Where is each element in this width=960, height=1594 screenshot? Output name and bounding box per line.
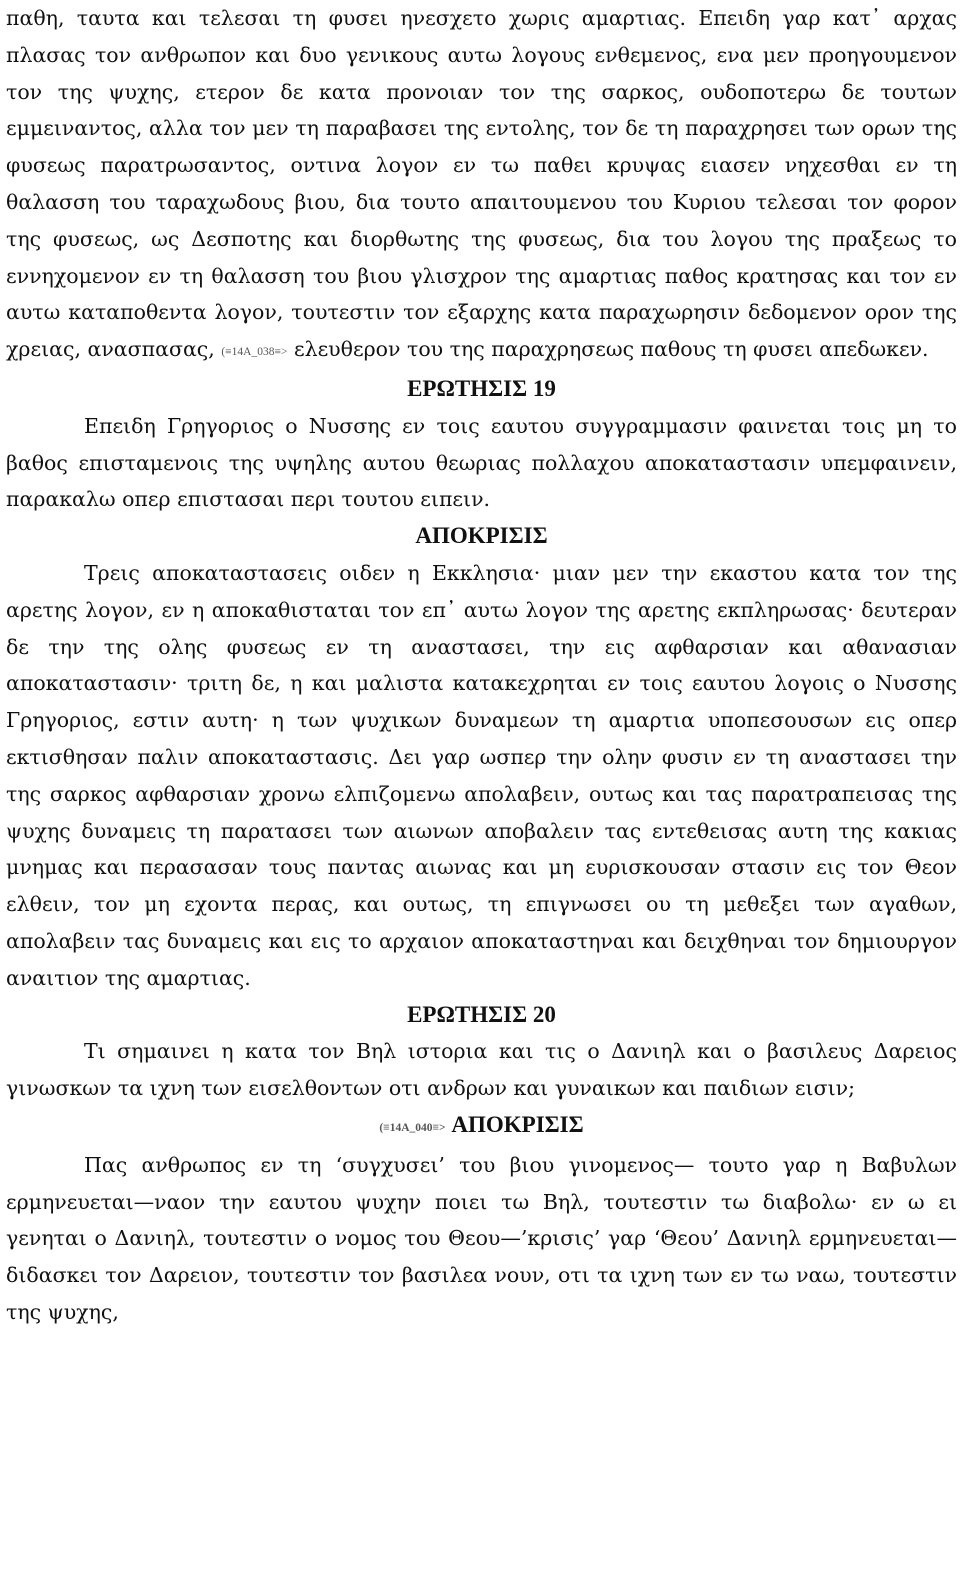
section-heading-answer-20 [6,1107,957,1147]
section-heading-question-19: ΕΡΩΤΗΣΙΣ 19 [407,375,556,401]
document-page [6,0,957,1331]
answer-paragraph: Πας ανθρωπος εν τη ‘συγχυσει’ του βιου γινομενος— τουτο γαρ η Βαβυλων ερμηνευεται—ναον την εαυτου ψυχην ποιει τω Βηλ, τουτεστιν τω διαβολω· εν ω ει γενηται ο Δανιηλ, τουτεστιν ο νομος του Θεου—’κρισις’ γαρ ‘Θεου’ Δανιηλ ερμηνευεται—διδασκει τον Δαρειον, τουτεστιν τον βασιλεα νουν, οτι τα ιχνη των εν τω ναω, τουτεστιν της ψυχης, [6,1152,957,1324]
answer-paragraph: Τρεις αποκαταστασεις οιδεν η Εκκλησια· μιαν μεν την εκαστου κατα τον της αρετης λογον, εν η αποκαθισταται τον επ᾽ αυτω λογον της αρετης εκπληρωσας· δευτεραν δε την της ολης φυσεως εν τη αναστασει, την εις αφθαρσιαν και αθανασιαν αποκαταστασιν· τριτη δε, η και μαλιστα κατακεχρηται εν τοις εαυτου λογοις ο Νυσσης Γρηγοριος, εστιν αυτη· η των ψυχικων δυναμεων τη αμαρτια υποπεσουσων εις οπερ εκτισθησαν παλιν αποκαταστασις. Δει γαρ ωσπερ την ολην φυσιν εν τη αναστασει την της σαρκος αφθαρσιαν χρονω ελπιζομενω απολαβειν, ουτως και τας παρατραπεισας της ψυχης δυναμεις τη παρατασει των αιωνων αποβαλειν τας εντεθεισας αυτη της κακιας μνημας και περασασαν τους παντας αιωνας και μη ευρισκουσαν στασιν εις τον Θεον ελθειν, τον μη εχοντα περας, και ουτως, τη επιγνωσει ου τη μεθεξει των αγαθων, απολαβειν τας δυναμεις και εις το αρχαιον αποκαταστηναι και δειχθηναι τον δημιουργον αναιτιον της αμαρτιας. [6,560,957,990]
page-marker: (≡14A_040≡> [379,1121,446,1134]
section-heading-answer-19: ΑΠΟΚΡΙΣΙΣ [415,523,548,549]
question-paragraph: Επειδη Γρηγοριος ο Νυσσης εν τοις εαυτου συγγραμμασιν φαινεται τοις μη το βαθος επισταμενοις της υψηλης αυτου θεωριας πολλαχου αποκαταστασιν υπεμφαινειν, παρακαλω οπερ επιστασαι περι τουτου ειπειν. [6,413,957,512]
question-paragraph: Τι σημαινει η κατα τον Βηλ ιστορια και τις ο Δανιηλ και ο βασιλευς Δαρειος γινωσκων τα ιχνη των εισελθοντων οτι ανδρων και γυναικων και παιδιων εισιν; [6,1039,957,1101]
paragraph-text: παθη, ταυτα και τελεσαι τη φυσει ηνεσχετο χωρις αμαρτιας. Επειδη γαρ κατ᾽ αρχας πλασας τον ανθρωπον και δυο γενικους αυτω λογους ενθεμενος, ενα μεν προηγουμενον τον της ψυχης, ετερον δε κατα προνοιαν τον της σαρκος, ουδοποτερω δε τουτων εμμειναντος, αλλα τον μεν τη παραβασει της εντολης, τον δε τη παραχρησει των ορων της φυσεως παρατρωσαντος, οντινα λογον εν τω παθει κρυψας ειασεν νηχεσθαι εν τη θαλασση του ταραχωδους βιου, δια τουτο απαιτουμενου του Κυριου τελεσαι τον φορον της φυσεως, ως Δεσποτης και διορθωτης της φυσεως, δια του λογου της πραξεως το εννηχομενον εν τη θαλασση του βιου γλισχρον της αμαρτιας παθος κρατησας και τον εν αυτω καταποθεντα λογον, τουτεστιν τον εξαρχης κατα παραχωρησιν δεδομενον ορον της χρειας, ανασπασας, [6,6,957,362]
body-paragraph [6,0,957,371]
heading-text: ΑΠΟΚΡΙΣΙΣ [451,1111,584,1137]
page-marker: (≡14A_038≡> [221,346,288,359]
section-heading-question-20: ΕΡΩΤΗΣΙΣ 20 [407,1001,556,1027]
paragraph-text: ελευθερον του της παραχρησεως παθους τη φυσει απεδωκεν. [293,337,929,362]
